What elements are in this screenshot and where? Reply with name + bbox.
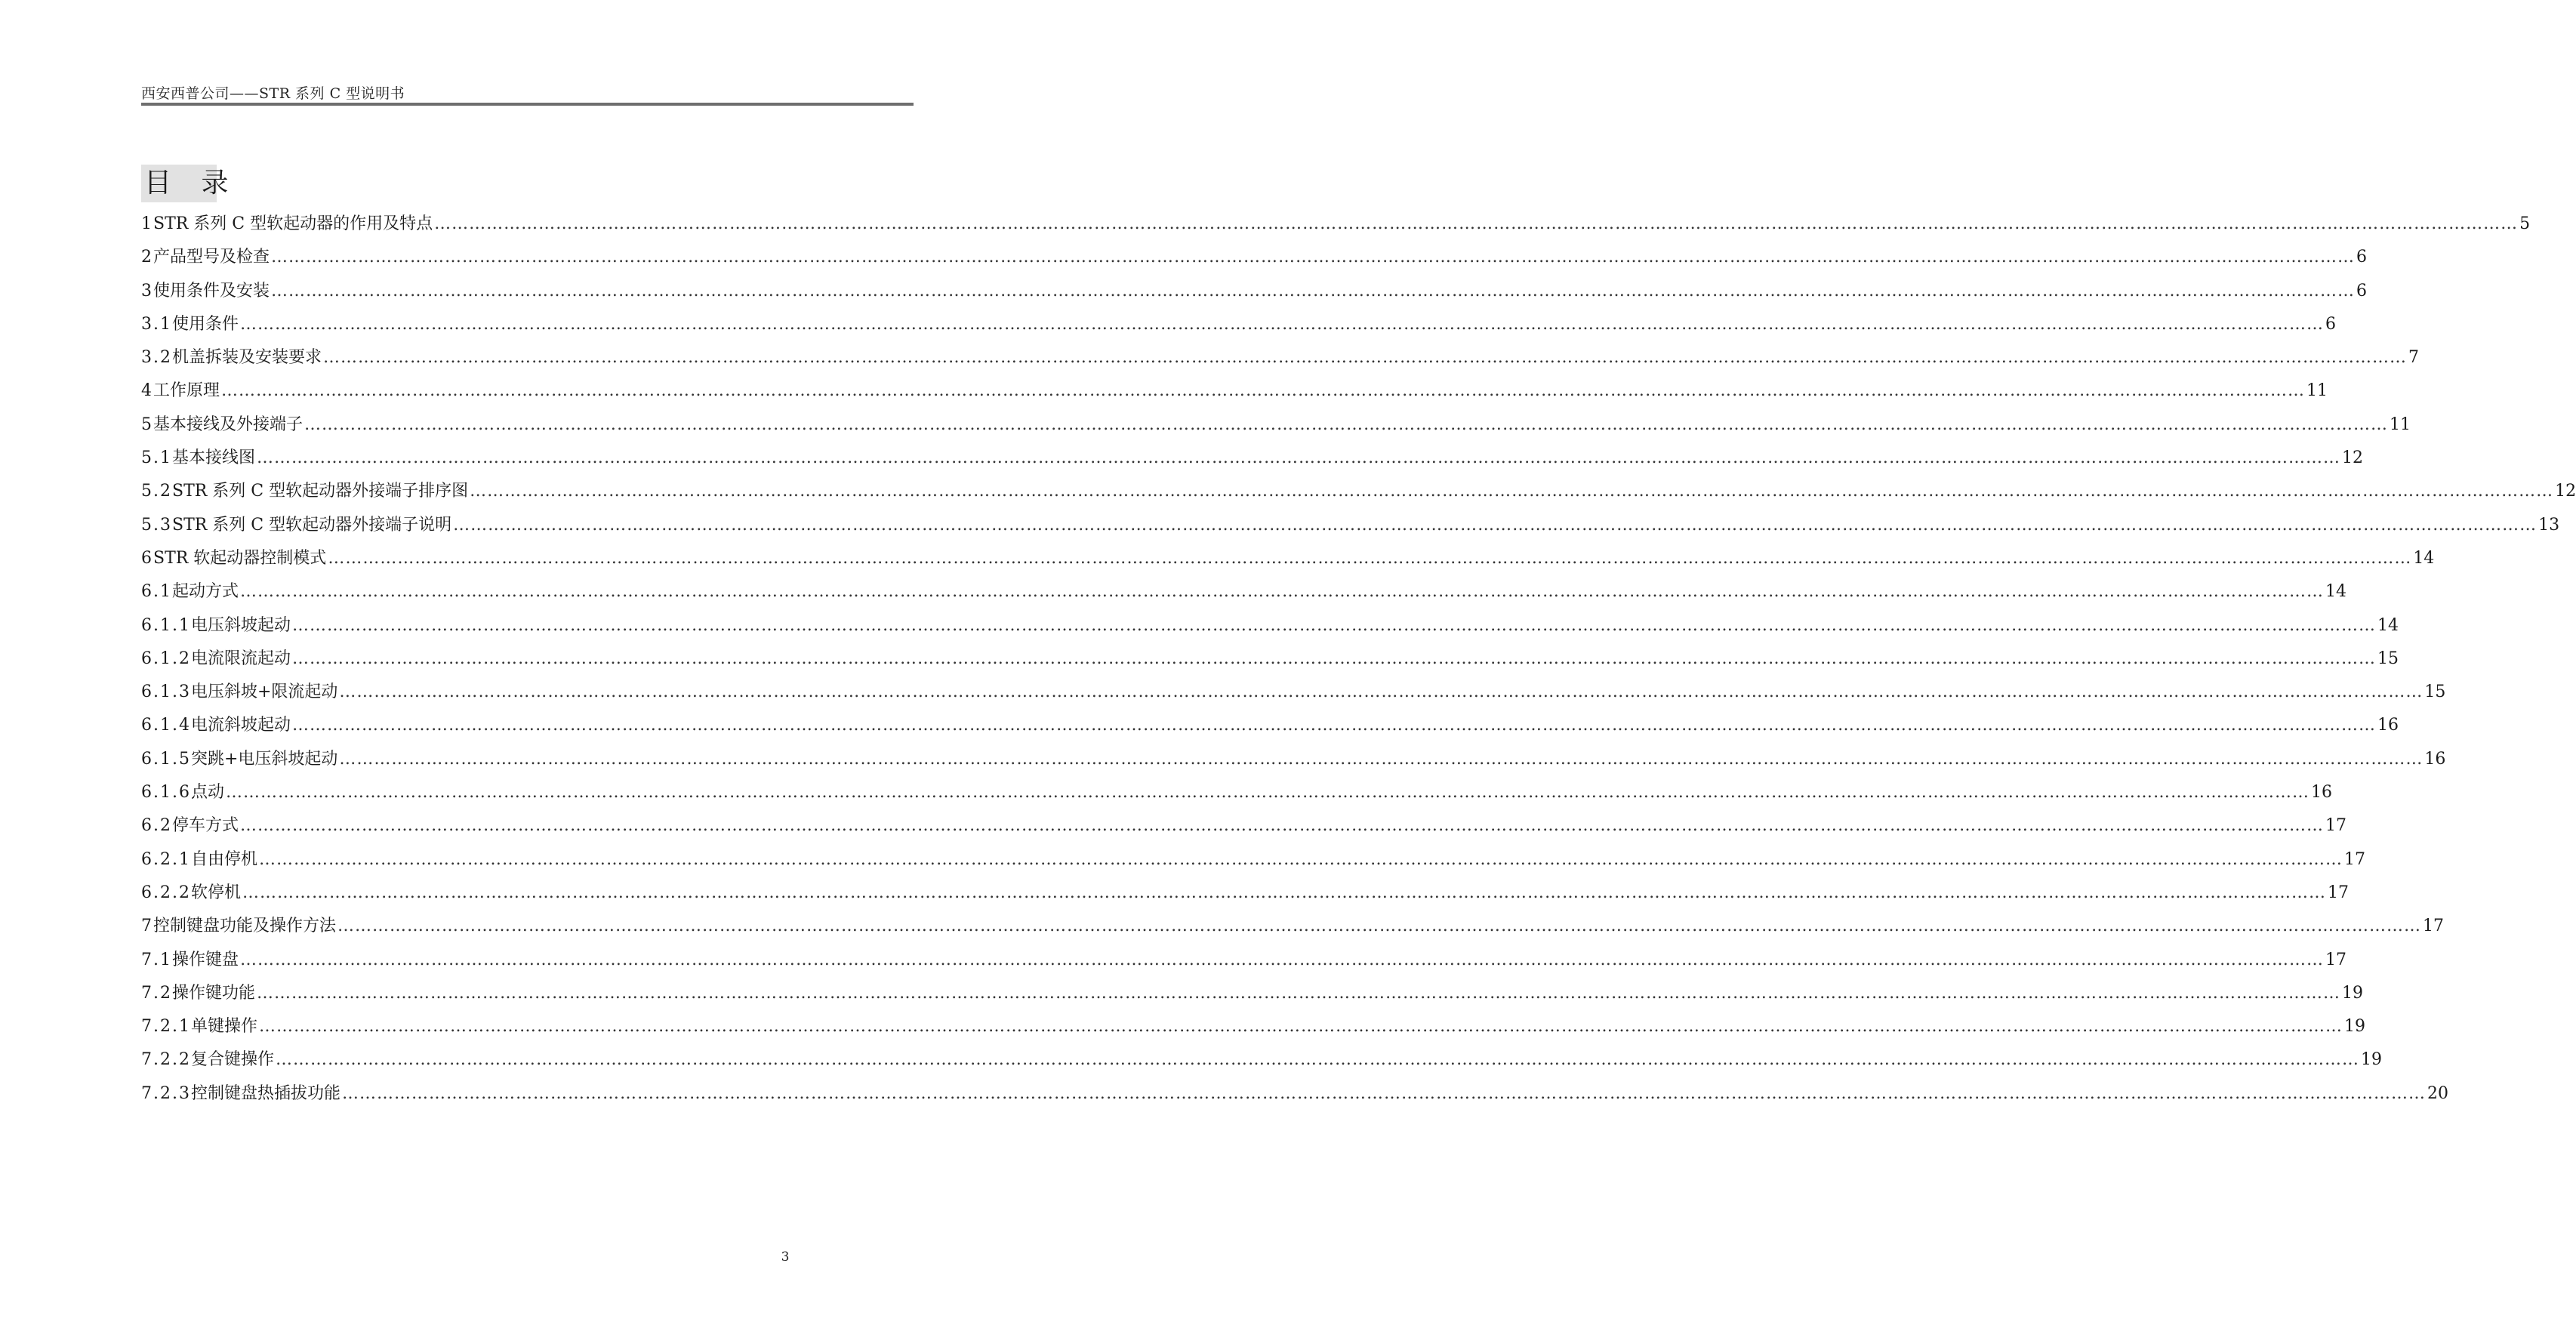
- toc-entry-number: 5: [141, 414, 153, 434]
- toc-entry-title: 电流限流起动: [190, 649, 291, 668]
- toc-dot-leader: ………………………………………………………………………………………………………………………………………………………………………………………………………………………………………………………………………………………………………………………………: [292, 716, 2376, 735]
- toc-entry: [141, 542, 2435, 575]
- toc-entry: [141, 843, 2365, 877]
- toc-entry: [141, 208, 2531, 241]
- toc-dot-leader: ………………………………………………………………………………………………………………………………………………………………………………………………………………………………………………………………………………………………………………………………: [259, 849, 2343, 869]
- toc-entry-title: 复合键操作: [190, 1050, 274, 1070]
- toc-entry: [141, 743, 2446, 776]
- toc-entry-page: 17: [2423, 917, 2445, 936]
- toc-entry-number: 7.2: [141, 983, 172, 1003]
- toc-dot-leader: ………………………………………………………………………………………………………………………………………………………………………………………………………………………………………………………………………………………………………………………………: [257, 448, 2341, 468]
- toc-entry-number: 4: [141, 381, 153, 401]
- toc-entry-page: 6: [2325, 314, 2337, 334]
- toc-entry-title: 点动: [190, 783, 224, 803]
- toc-entry-number: 3: [141, 281, 153, 300]
- toc-dot-leader: ………………………………………………………………………………………………………………………………………………………………………………………………………………………………………………………………………………………………………………………………: [470, 482, 2554, 501]
- toc-entry-number: 6.1: [141, 582, 172, 602]
- toc-entry-page: 16: [2424, 749, 2446, 769]
- toc-entry-title: 机盖拆装及安装要求: [172, 348, 322, 368]
- toc-entry-title: 电压斜坡+限流起动: [190, 683, 338, 702]
- toc-entry-title: 控制键盘热插拔功能: [190, 1083, 340, 1103]
- toc-entry: [141, 575, 2347, 609]
- toc-entry: [141, 1043, 2382, 1077]
- toc-dot-leader: ………………………………………………………………………………………………………………………………………………………………………………………………………………………………………………………………………………………………………………………………: [434, 214, 2519, 233]
- toc-dot-leader: ………………………………………………………………………………………………………………………………………………………………………………………………………………………………………………………………………………………………………………………………: [328, 548, 2412, 568]
- toc-entry-title: 电压斜坡起动: [190, 615, 291, 635]
- toc-entry: [141, 1010, 2365, 1043]
- toc-dot-leader: ………………………………………………………………………………………………………………………………………………………………………………………………………………………………………………………………………………………………………………………………: [240, 816, 2325, 836]
- toc-dot-leader: ………………………………………………………………………………………………………………………………………………………………………………………………………………………………………………………………………………………………………………………………: [226, 783, 2309, 803]
- toc-dot-leader: ………………………………………………………………………………………………………………………………………………………………………………………………………………………………………………………………………………………………………………………………: [342, 1083, 2426, 1103]
- toc-entry: [141, 275, 2368, 308]
- toc-entry-title: 自由停机: [190, 849, 257, 869]
- toc-entry-number: 6.2.2: [141, 883, 191, 902]
- toc-dot-leader: ………………………………………………………………………………………………………………………………………………………………………………………………………………………………………………………………………………………………………………………………: [242, 883, 2326, 902]
- toc-entry-page: 11: [2390, 414, 2411, 434]
- toc-dot-leader: ………………………………………………………………………………………………………………………………………………………………………………………………………………………………………………………………………………………………………………………………: [292, 615, 2376, 635]
- toc-entry: [141, 776, 2332, 809]
- toc-entry-number: 6.1.5: [141, 749, 191, 769]
- toc-entry-page: 20: [2427, 1083, 2448, 1103]
- toc-entry-page: 6: [2356, 248, 2368, 267]
- toc-entry-title: 停车方式: [172, 816, 239, 836]
- toc-entry-title: 控制键盘功能及操作方法: [153, 917, 337, 936]
- toc-dot-leader: ………………………………………………………………………………………………………………………………………………………………………………………………………………………………………………………………………………………………………………………………: [271, 281, 2356, 300]
- toc-entry: [141, 910, 2445, 943]
- page-header: 西安西普公司——STR 系列 C 型说明书: [141, 85, 405, 102]
- toc-dot-leader: ………………………………………………………………………………………………………………………………………………………………………………………………………………………………………………………………………………………………………………………………: [339, 749, 2423, 769]
- toc-entry: [141, 609, 2399, 642]
- toc-entry-page: 17: [2325, 950, 2347, 969]
- toc-entry-page: 14: [2325, 582, 2347, 602]
- toc-dot-leader: ………………………………………………………………………………………………………………………………………………………………………………………………………………………………………………………………………………………………………………………………: [337, 917, 2422, 936]
- toc-dot-leader: ………………………………………………………………………………………………………………………………………………………………………………………………………………………………………………………………………………………………………………………………: [240, 582, 2325, 602]
- toc-entry-number: 7.2.2: [141, 1050, 191, 1070]
- toc-entry-number: 5.1: [141, 448, 172, 468]
- toc-entry: [141, 877, 2349, 910]
- toc-entry-number: 6.1.1: [141, 615, 191, 635]
- toc-entry-page: 14: [2413, 548, 2435, 568]
- toc-entry-title: 操作键功能: [172, 983, 256, 1003]
- toc-entry-number: 6.1.6: [141, 783, 191, 803]
- toc-entry-title: STR 软起动器控制模式: [153, 548, 327, 568]
- toc-entry-title: STR 系列 C 型软起动器外接端子说明: [172, 515, 452, 535]
- toc-entry-page: 12: [2342, 448, 2364, 468]
- toc-entry-number: 3.1: [141, 314, 172, 334]
- toc-entry: [141, 442, 2364, 475]
- toc-entry-title: 起动方式: [172, 582, 239, 602]
- toc-entry-page: 15: [2424, 683, 2446, 702]
- toc-entry-number: 7.2.3: [141, 1083, 191, 1103]
- toc-entry-number: 6.1.2: [141, 649, 191, 668]
- toc-entry-title: STR 系列 C 型软起动器的作用及特点: [153, 214, 433, 233]
- toc-entry-title: 软停机: [190, 883, 241, 902]
- toc-dot-leader: ………………………………………………………………………………………………………………………………………………………………………………………………………………………………………………………………………………………………………………………………: [240, 314, 2325, 334]
- toc-entry-title: 基本接线及外接端子: [153, 414, 304, 434]
- toc-entry-page: 16: [2377, 716, 2399, 735]
- toc-entry-page: 12: [2555, 482, 2576, 501]
- toc-dot-leader: ………………………………………………………………………………………………………………………………………………………………………………………………………………………………………………………………………………………………………………………………: [257, 983, 2341, 1003]
- toc-title: 目 录: [141, 165, 217, 202]
- toc-entry-number: 6: [141, 548, 153, 568]
- toc-dot-leader: ………………………………………………………………………………………………………………………………………………………………………………………………………………………………………………………………………………………………………………………………: [323, 348, 2408, 368]
- toc-entry-page: 17: [2344, 849, 2365, 869]
- toc-entry-number: 3.2: [141, 348, 172, 368]
- toc-entry-page: 17: [2325, 816, 2347, 836]
- toc-dot-leader: ………………………………………………………………………………………………………………………………………………………………………………………………………………………………………………………………………………………………………………………………: [453, 515, 2537, 535]
- toc-entry-page: 15: [2377, 649, 2399, 668]
- toc-list: [141, 208, 2576, 1111]
- toc-entry-title: 电流斜坡起动: [190, 716, 291, 735]
- toc-entry: [141, 241, 2368, 274]
- toc-dot-leader: ………………………………………………………………………………………………………………………………………………………………………………………………………………………………………………………………………………………………………………………………: [221, 381, 2306, 401]
- toc-entry-page: 14: [2377, 615, 2399, 635]
- toc-dot-leader: ………………………………………………………………………………………………………………………………………………………………………………………………………………………………………………………………………………………………………………………………: [292, 649, 2376, 668]
- toc-entry: [141, 408, 2411, 442]
- toc-entry-title: 工作原理: [153, 381, 220, 401]
- toc-entry-page: 19: [2361, 1050, 2382, 1070]
- toc-entry: [141, 1077, 2448, 1111]
- toc-entry-title: 单键操作: [190, 1017, 257, 1037]
- toc-entry-number: 6.1.3: [141, 683, 191, 702]
- toc-entry-title: 操作键盘: [172, 950, 239, 969]
- toc-dot-leader: ………………………………………………………………………………………………………………………………………………………………………………………………………………………………………………………………………………………………………………………………: [304, 414, 2389, 434]
- toc-entry: [141, 341, 2420, 374]
- toc-entry-page: 11: [2306, 381, 2328, 401]
- toc-entry: [141, 308, 2337, 341]
- toc-entry-title: 基本接线图: [172, 448, 256, 468]
- toc-entry: [141, 642, 2399, 676]
- toc-entry-title: 产品型号及检查: [153, 248, 270, 267]
- toc-dot-leader: ………………………………………………………………………………………………………………………………………………………………………………………………………………………………………………………………………………………………………………………………: [339, 683, 2423, 702]
- toc-entry-title: 使用条件及安装: [153, 281, 270, 300]
- toc-entry-number: 6.1.4: [141, 716, 191, 735]
- toc-entry-number: 6.2.1: [141, 849, 191, 869]
- toc-dot-leader: ………………………………………………………………………………………………………………………………………………………………………………………………………………………………………………………………………………………………………………………………: [276, 1050, 2359, 1070]
- toc-dot-leader: ………………………………………………………………………………………………………………………………………………………………………………………………………………………………………………………………………………………………………………………………: [240, 950, 2325, 969]
- toc-dot-leader: ………………………………………………………………………………………………………………………………………………………………………………………………………………………………………………………………………………………………………………………………: [271, 248, 2356, 267]
- toc-dot-leader: ………………………………………………………………………………………………………………………………………………………………………………………………………………………………………………………………………………………………………………………………: [259, 1017, 2343, 1037]
- toc-entry: [141, 509, 2560, 542]
- toc-entry-number: 7: [141, 917, 153, 936]
- toc-entry-number: 2: [141, 248, 153, 267]
- toc-entry: [141, 977, 2364, 1010]
- toc-entry-title: 突跳+电压斜坡起动: [190, 749, 338, 769]
- page-number: 3: [781, 1250, 790, 1265]
- toc-entry-page: 5: [2519, 214, 2531, 233]
- toc-entry-number: 5.3: [141, 515, 172, 535]
- toc-entry: [141, 475, 2576, 508]
- toc-entry-page: 19: [2344, 1017, 2365, 1037]
- toc-entry-page: 17: [2328, 883, 2349, 902]
- toc-entry-number: 6.2: [141, 816, 172, 836]
- toc-entry: [141, 676, 2446, 709]
- toc-entry-number: 5.2: [141, 482, 172, 501]
- toc-entry-number: 7.1: [141, 950, 172, 969]
- toc-entry-title: STR 系列 C 型软起动器外接端子排序图: [172, 482, 469, 501]
- toc-entry-title: 使用条件: [172, 314, 239, 334]
- header-rule: [141, 103, 914, 106]
- toc-entry-page: 19: [2342, 983, 2364, 1003]
- toc-entry-number: 1: [141, 214, 153, 233]
- toc-entry: [141, 709, 2399, 742]
- toc-entry: [141, 809, 2347, 843]
- toc-entry-page: 16: [2311, 783, 2332, 803]
- toc-entry-page: 6: [2356, 281, 2368, 300]
- toc-entry-page: 7: [2408, 348, 2420, 368]
- toc-entry-page: 13: [2538, 515, 2560, 535]
- toc-entry-number: 7.2.1: [141, 1017, 191, 1037]
- toc-entry: [141, 374, 2328, 408]
- toc-entry: [141, 944, 2347, 977]
